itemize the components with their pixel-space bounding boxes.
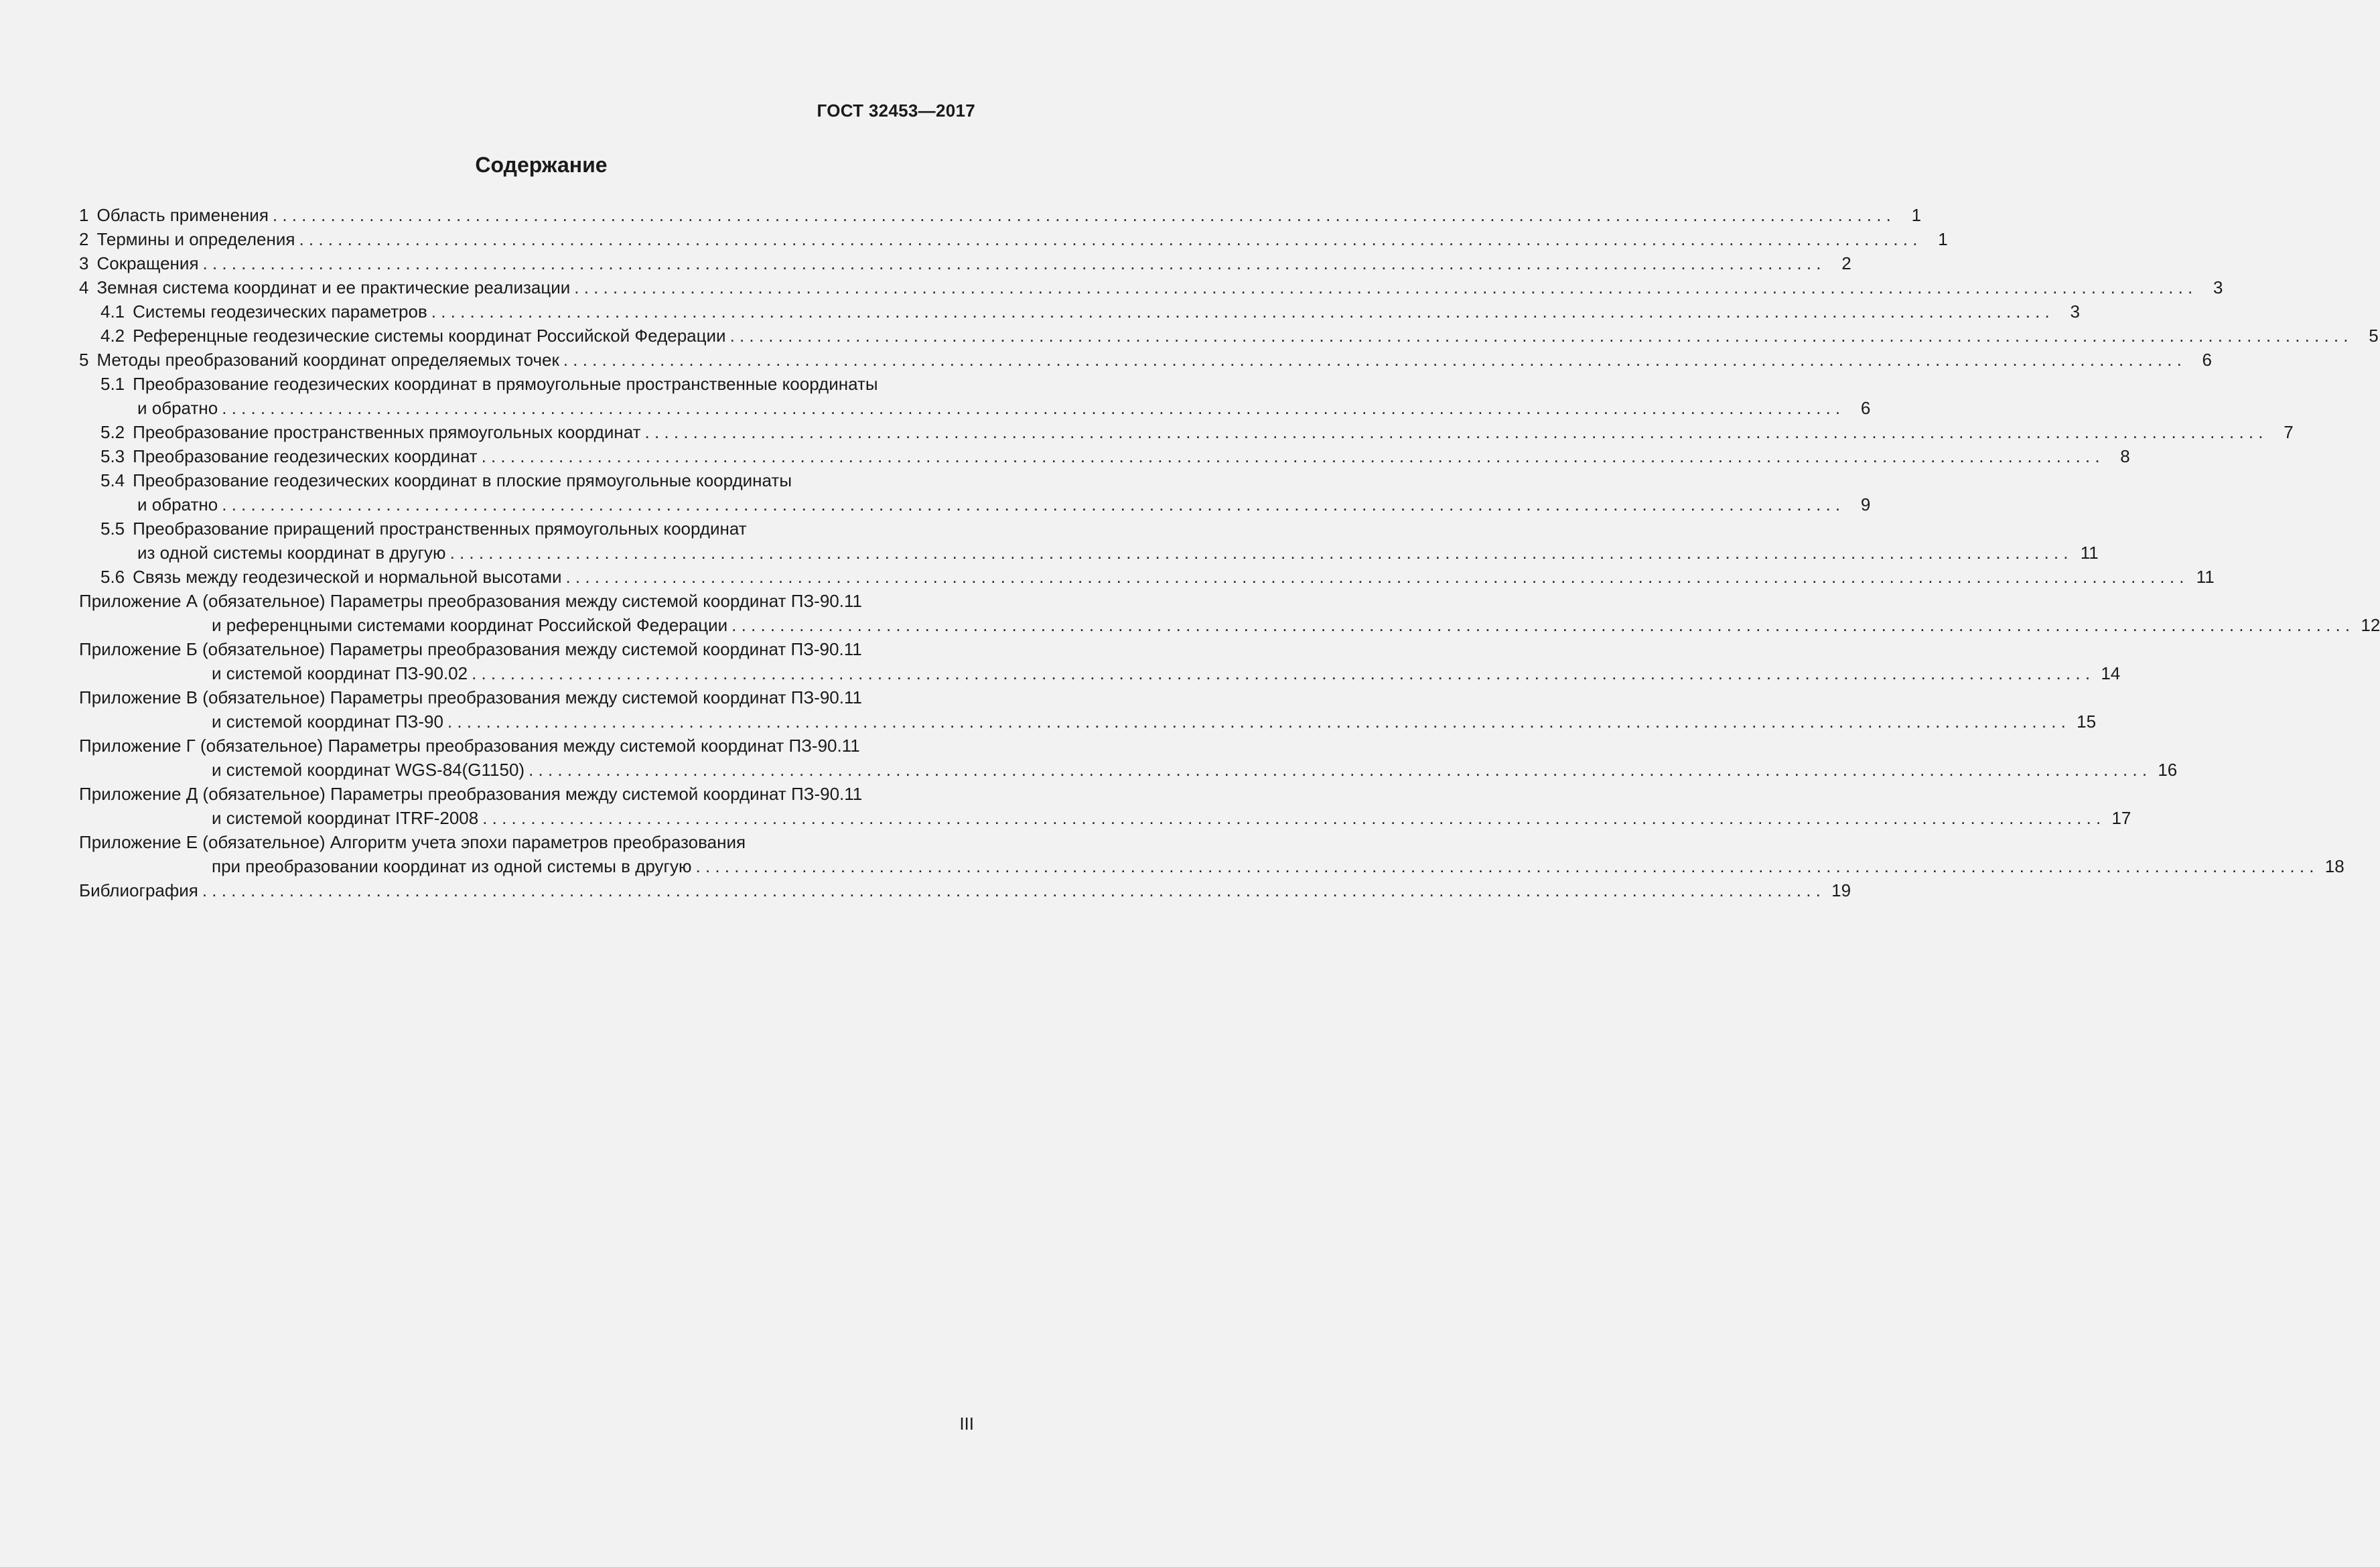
leader-dots: ........................................................................................................................................................................ [729,326,2353,346]
toc-entry-number: 5.2 [100,422,125,442]
toc-entry-page: 14 [2101,663,2121,683]
leader-dots: ........................................................................................................................................................................ [731,615,2355,635]
toc-entry[interactable] [79,420,2294,444]
toc-entry-page: 8 [2120,446,2130,466]
toc-bibliography[interactable] [79,878,1851,902]
table-of-contents [79,203,2380,902]
toc-entry[interactable] [79,468,975,492]
toc-entry-page: 1 [1911,205,1922,225]
leader-dots: ........................................................................................................................................................................ [431,301,2054,322]
toc-entry-page: 9 [1860,494,1871,515]
leader-dots: ........................................................................................................................................................................ [482,808,2106,828]
toc-entry-title-cont: и системой координат ITRF-2008 [212,808,479,828]
toc-entry-page: 12 [2361,615,2380,635]
page-number: III [959,1414,974,1434]
leader-dots: ........................................................................................................................................................................ [272,205,1896,225]
toc-entry-title: Приложение Е (обязательное) Алгоритм учета эпохи параметров преобразования [79,832,746,852]
toc-entry-title-cont: при преобразовании координат из одной системы в другую [212,856,692,876]
toc-entry-title-cont: и обратно [137,398,218,418]
leader-dots: ........................................................................................................................................................................ [447,711,2071,732]
toc-appendix-b[interactable] [79,637,975,661]
toc-entry-page: 6 [2202,350,2213,370]
toc-entry-title: Сокращения [96,253,199,273]
leader-dots: ........................................................................................................................................................................ [222,494,1845,515]
toc-entry-title: Преобразование геодезических координат в прямоугольные пространственные координаты [133,374,878,394]
toc-entry-number: 5.3 [100,446,125,466]
toc-entry-page: 11 [2196,567,2215,587]
toc-entry-number: 5.1 [100,374,125,394]
leader-dots: ........................................................................................................................................................................ [529,760,2152,780]
toc-entry-page: 5 [2369,326,2379,346]
toc-entry-number: 4 [79,277,89,297]
toc-entry[interactable] [79,324,2379,348]
toc-entry-title: Термины и определения [96,229,295,249]
toc-entry[interactable] [79,517,975,541]
toc-entry[interactable] [79,275,2223,299]
toc-entry-number: 1 [79,205,89,225]
toc-entry-title: Преобразование геодезических координат [133,446,478,466]
leader-dots: ........................................................................................................................................................................ [574,277,2198,297]
toc-entry[interactable] [79,444,2130,468]
toc-entry-page: 2 [1841,253,1851,273]
toc-entry[interactable] [79,372,975,396]
toc-entry-title-cont: и референцными системами координат Российской Федерации [212,615,728,635]
toc-entry-continuation[interactable] [79,396,1871,420]
toc-entry-continuation[interactable] [79,661,2121,685]
leader-dots: ........................................................................................................................................................................ [695,856,2319,876]
toc-entry-number: 4.1 [100,301,125,322]
leader-dots: ........................................................................................................................................................................ [644,422,2268,442]
toc-appendix-a[interactable] [79,589,975,613]
toc-entry-title-cont: и системой координат ПЗ-90.02 [212,663,468,683]
toc-entry-page: 11 [2080,543,2099,563]
toc-entry-title: Связь между геодезической и нормальной высотами [133,567,562,587]
leader-dots: ........................................................................................................................................................................ [563,350,2187,370]
toc-entry-title-cont: и системой координат WGS-84(G1150) [212,760,525,780]
toc-entry-title-cont: и обратно [137,494,218,515]
toc-entry-number: 3 [79,253,89,273]
toc-appendix-d[interactable] [79,782,975,806]
toc-appendix-e[interactable] [79,830,975,854]
toc-entry-title: Приложение Г (обязательное) Параметры преобразования между системой координат ПЗ-90.11 [79,736,860,756]
toc-entry-continuation[interactable] [79,709,2097,734]
toc-entry-title: Преобразование приращений пространственных прямоугольных координат [133,519,747,539]
toc-entry-title: Преобразование геодезических координат в плоские прямоугольные координаты [133,470,792,490]
leader-dots: ........................................................................................................................................................................ [449,543,2073,563]
toc-entry-title: Приложение Д (обязательное) Параметры преобразования между системой координат ПЗ-90.11 [79,784,863,804]
toc-entry-title: Земная система координат и ее практические реализации [96,277,571,297]
leader-dots: ........................................................................................................................................................................ [222,398,1845,418]
toc-entry-page: 16 [2158,760,2178,780]
toc-entry-title: Методы преобразований координат определяемых точек [96,350,559,370]
toc-entry-page: 6 [1860,398,1871,418]
toc-entry-page: 3 [2213,277,2223,297]
toc-entry-number: 4.2 [100,326,125,346]
toc-entry-title: Референцные геодезические системы координат Российской Федерации [133,326,726,346]
toc-entry-title: Приложение А (обязательное) Параметры преобразования между системой координат ПЗ-90.11 [79,591,862,611]
toc-entry-continuation[interactable] [79,806,2131,830]
leader-dots: ........................................................................................................................................................................ [565,567,2189,587]
toc-entry[interactable] [79,203,1922,227]
toc-entry[interactable] [79,227,1948,251]
toc-entry-number: 2 [79,229,89,249]
toc-entry-page: 18 [2324,856,2344,876]
toc-entry-title: Системы геодезических параметров [133,301,427,322]
toc-entry-title: Приложение Б (обязательное) Параметры преобразования между системой координат ПЗ-90.11 [79,639,862,659]
toc-entry-title-cont: и системой координат ПЗ-90 [212,711,443,732]
toc-entry-continuation[interactable] [79,613,2380,637]
toc-entry-number: 5.4 [100,470,125,490]
toc-entry-title: Приложение В (обязательное) Параметры преобразования между системой координат ПЗ-90.11 [79,687,862,707]
leader-dots: ........................................................................................................................................................................ [481,446,2105,466]
toc-appendix-v[interactable] [79,685,975,709]
toc-appendix-g[interactable] [79,734,975,758]
toc-entry-continuation[interactable] [79,854,2344,878]
toc-entry[interactable] [79,251,1851,275]
leader-dots: ........................................................................................................................................................................ [299,229,1922,249]
toc-entry[interactable] [79,565,2215,589]
toc-entry[interactable] [79,299,2080,324]
leader-dots: ........................................................................................................................................................................ [202,880,1826,900]
toc-entry-page: 17 [2111,808,2131,828]
toc-entry-continuation[interactable] [79,758,2178,782]
toc-entry-page: 15 [2077,711,2097,732]
toc-entry-number: 5.6 [100,567,125,587]
toc-entry-page: 19 [1831,880,1851,900]
toc-entry-number: 5.5 [100,519,125,539]
toc-entry-continuation[interactable] [79,492,1871,517]
leader-dots: ........................................................................................................................................................................ [202,253,1826,273]
toc-title: Содержание [475,153,608,177]
toc-entry-title: Преобразование пространственных прямоугольных координат [133,422,641,442]
toc-entry-page: 7 [2284,422,2294,442]
toc-entry-number: 5 [79,350,89,370]
toc-entry-title: Область применения [96,205,269,225]
toc-entry[interactable] [79,348,2213,372]
toc-entry-title-cont: из одной системы координат в другую [137,543,446,563]
toc-entry-page: 1 [1938,229,1948,249]
toc-entry-continuation[interactable] [79,541,2099,565]
toc-entry-title: Библиография [79,880,198,900]
leader-dots: ........................................................................................................................................................................ [472,663,2095,683]
document-code: ГОСТ 32453—2017 [817,100,975,121]
toc-entry-page: 3 [2070,301,2080,322]
